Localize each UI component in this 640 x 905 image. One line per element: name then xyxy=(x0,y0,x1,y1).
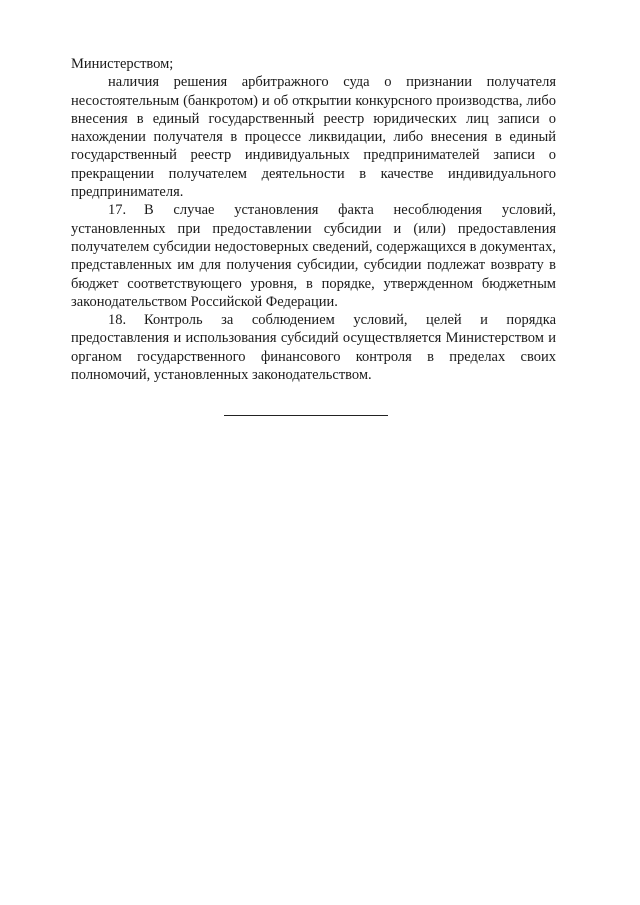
item-17-text: В случае установления факта несоблюдения условий, установленных при предоставлении субсидии и (или) предоставления получателем субсидии недостоверных сведений, содержащихся в документах, представленных им для получения субсидии, субсидии подлежат возврату в бюджет соответствующего уровня, в порядке, утвержденном бюджетным законодательством Российской Федерации. xyxy=(71,202,556,310)
paragraph-bankruptcy: наличия решения арбитражного суда о признании получателя несостоятельным (банкротом) и об открытии конкурсного производства, либо внесения в единый государственный реестр юридических лиц записи о нахождении получателя в процессе ликвидации, либо внесения в единый государственный реестр индивидуальных предпринимателей записи о прекращении получателем деятельности в качестве индивидуального предпринимателя. xyxy=(71,74,556,201)
item-18-text: Контроль за соблюдением условий, целей и порядка предоставления и использования субсидий осуществляется Министерством и органом государственного финансового контроля в пределах своих полномочий, установленных законодательством. xyxy=(71,312,556,384)
item-18-number: 18. xyxy=(108,312,127,329)
item-18 xyxy=(71,311,556,384)
item-17 xyxy=(71,201,556,311)
document-body xyxy=(71,55,556,384)
fragment-top: Министерством; xyxy=(71,56,174,72)
end-divider-line xyxy=(224,415,388,416)
item-17-number: 17. xyxy=(108,202,127,219)
